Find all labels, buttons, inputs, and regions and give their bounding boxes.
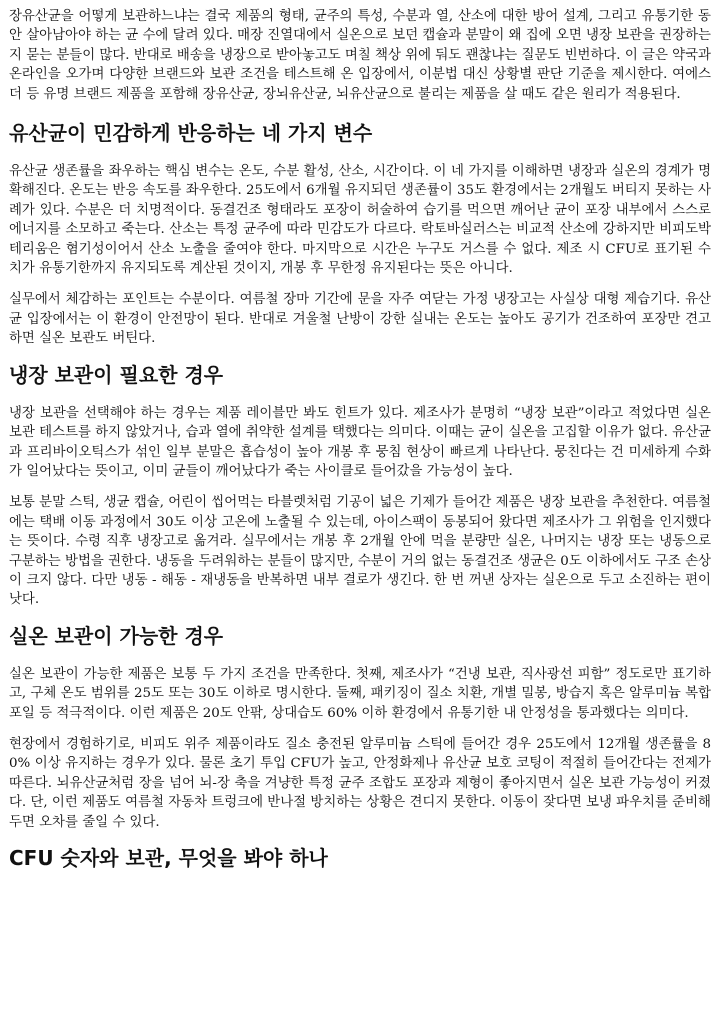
paragraph-variables-1: 유산균 생존률을 좌우하는 핵심 변수는 온도, 수분 활성, 산소, 시간이다. 이 네 가지를 이해하면 냉장과 실온의 경계가 명확해진다. 온도는 반응 속도를 좌우한다. 25도에서 6개월 유지되던 생존률이 35도 환경에서는 2개월도 버티지 못하는 사례가 있다. 수분은 더 치명적이다. 동결건조 형태라도 포장이 허술하여 습기를 먹으면 깨어난 균이 포장 내부에서 스스로 에너지를 소모하고 죽는다. 산소는 특정 균주에 따라 민감도가 다르다. 락토바실러스는 비교적 산소에 강하지만 비피도박테리움은 혐기성이어서 산소 노출을 줄여야 한다. 마지막으로 시간은 누구도 거스를 수 없다. 제조 시 CFU로 표기된 수치가 유통기한까지 유지되도록 계산된 것이지, 개봉 후 무한정 유지된다는 뜻은 아니다. xyxy=(9,164,711,277)
paragraph-variables-2: 실무에서 체감하는 포인트는 수분이다. 여름철 장마 기간에 문을 자주 여닫는 가정 냉장고는 사실상 대형 제습기다. 유산균 입장에서는 이 환경이 안전망이 된다. 반대로 겨울철 난방이 강한 실내는 온도는 높아도 공기가 건조하여 포장만 견고하면 실온 보관도 버틴다. xyxy=(9,292,711,347)
section-heading-refrigeration: 냉장 보관이 필요한 경우 xyxy=(9,362,224,387)
paragraph-refrigeration-2: 보통 분말 스틱, 생균 캡슐, 어린이 씹어먹는 타블렛처럼 기공이 넓은 기제가 들어간 제품은 냉장 보관을 추천한다. 여름철에는 택배 이동 과정에서 30도 이상 고온에 노출될 수 있는데, 아이스팩이 동봉되어 왔다면 제조사가 그 위험을 인지했다는 뜻이다. 수령 직후 냉장고로 옮겨라. 실무에서는 개봉 후 2개월 안에 먹을 분량만 실온, 나머지는 냉장 또는 냉동으로 구분하는 방법을 권한다. 냉동을 두려워하는 분들이 많지만, 수분이 거의 없는 동결건조 생균은 0도 이하에서도 구조 손상이 크지 않다. 다만 냉동 - 해동 - 재냉동을 반복하면 내부 결로가 생긴다. 한 번 꺼낸 상자는 실온으로 두고 소진하는 편이 낫다. xyxy=(9,495,711,608)
paragraph-room-temperature-2: 현장에서 경험하기로, 비피도 위주 제품이라도 질소 충전된 알루미늄 스틱에 들어간 경우 25도에서 12개월 생존률을 80% 이상 유지하는 경우가 있다. 물론 초기 투입 CFU가 높고, 안정화제나 유산균 보호 코팅이 적절히 들어간다는 전제가 따른다. 뇌유산균처럼 장을 넘어 뇌-장 축을 겨냥한 특정 균주 조합도 포장과 제형이 좋아지면서 실온 보관 가능성이 커졌다. 단, 이런 제품도 여름철 자동차 트렁크에 반나절 방치하는 상황은 견디지 못한다. 이동이 잦다면 보냉 파우치를 준비해 두면 오차를 줄일 수 있다. xyxy=(9,736,711,830)
section-heading-cfu: CFU 숫자와 보관, 무엇을 봐야 하나 xyxy=(9,846,328,870)
section-heading-variables: 유산균이 민감하게 반응하는 네 가지 변수 xyxy=(9,121,373,146)
section-heading-room-temperature: 실온 보관이 가능한 경우 xyxy=(9,623,224,648)
paragraph-refrigeration-1: 냉장 보관을 선택해야 하는 경우는 제품 레이블만 봐도 힌트가 있다. 제조사가 분명히 “냉장 보관”이라고 적었다면 실온 보관 테스트를 하지 않았거나, 습과 열에 취약한 설계를 택했다는 의미다. 이때는 균이 실온을 고집할 이유가 없다. 유산균과 프리바이오틱스가 섞인 일부 분말은 흡습성이 높아 개봉 후 뭉침 현상이 빠르게 나타난다. 뭉친다는 건 미세하게 수화가 일어났다는 뜻이고, 이미 균들이 깨어났다가 죽는 사이클로 들어갔을 가능성이 높다. xyxy=(9,405,711,479)
intro-paragraph: 장유산균을 어떻게 보관하느냐는 결국 제품의 형태, 균주의 특성, 수분과 열, 산소에 대한 방어 설계, 그리고 유통기한 동안 살아남아야 하는 균 수에 달려 있다. 매장 진열대에서 실온으로 보던 캡슐과 분말이 왜 집에 오면 냉장 보관을 권장하는지 묻는 분들이 많다. 반대로 배송을 냉장으로 받아놓고도 며칠 책상 위에 둬도 괜찮냐는 질문도 빈번하다. 이 글은 약국과 온라인을 오가며 다양한 브랜드와 보관 조건을 테스트해 온 입장에서, 이분법 대신 상황별 판단 기준을 제시한다. 여에스더 등 유명 브랜드 제품을 포함해 장유산균, 장뇌유산균, 뇌유산균으로 불리는 제품을 살 때도 같은 원리가 적용된다. xyxy=(9,9,711,102)
paragraph-room-temperature-1: 실온 보관이 가능한 제품은 보통 두 가지 조건을 만족한다. 첫째, 제조사가 “건냉 보관, 직사광선 피함” 정도로만 표기하고, 구체 온도 범위를 25도 또는 30도 이하로 명시한다. 둘째, 패키징이 질소 치환, 개별 밀봉, 방습지 혹은 알루미늄 복합 포일 등 적극적이다. 이런 제품은 20도 안팎, 상대습도 60% 이하 환경에서 유통기한 내 안정성을 통과했다는 의미다. xyxy=(9,666,711,721)
